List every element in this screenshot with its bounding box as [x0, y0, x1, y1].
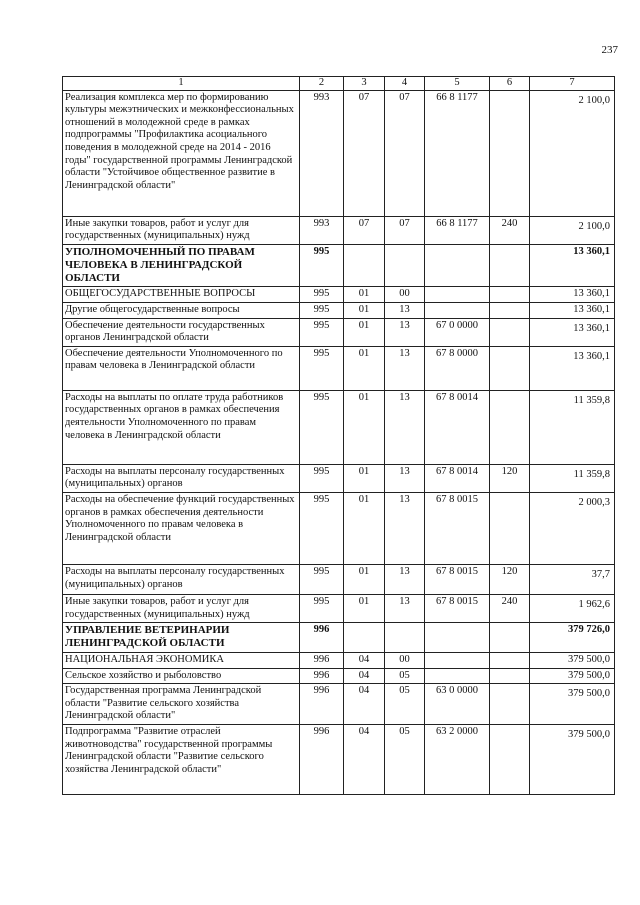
column-header: 1	[63, 77, 300, 91]
row-subsection: 13	[385, 318, 425, 346]
row-amount: 2 100,0	[530, 90, 615, 216]
column-header: 4	[385, 77, 425, 91]
row-subsection: 13	[385, 464, 425, 492]
row-section: 04	[344, 725, 385, 795]
row-grbs: 995	[300, 244, 344, 287]
row-name: НАЦИОНАЛЬНАЯ ЭКОНОМИКА	[63, 653, 300, 669]
row-section: 01	[344, 302, 385, 318]
row-target-article	[425, 287, 490, 303]
row-expense-type: 240	[490, 594, 530, 622]
column-header: 6	[490, 77, 530, 91]
row-target-article: 63 2 0000	[425, 725, 490, 795]
row-target-article	[425, 668, 490, 684]
row-grbs: 996	[300, 725, 344, 795]
row-section: 01	[344, 564, 385, 594]
row-grbs: 995	[300, 318, 344, 346]
row-expense-type	[490, 623, 530, 653]
row-expense-type	[490, 725, 530, 795]
row-section	[344, 623, 385, 653]
column-header: 3	[344, 77, 385, 91]
row-name: ОБЩЕГОСУДАРСТВЕННЫЕ ВОПРОСЫ	[63, 287, 300, 303]
row-subsection: 13	[385, 302, 425, 318]
row-target-article: 67 8 0000	[425, 346, 490, 390]
row-target-article: 63 0 0000	[425, 684, 490, 725]
row-target-article	[425, 623, 490, 653]
row-grbs: 995	[300, 346, 344, 390]
row-amount: 379 500,0	[530, 668, 615, 684]
row-target-article	[425, 653, 490, 669]
row-amount: 13 360,1	[530, 346, 615, 390]
row-target-article: 67 0 0000	[425, 318, 490, 346]
table-row	[63, 90, 615, 216]
table-row	[63, 244, 615, 287]
column-header: 7	[530, 77, 615, 91]
table-row	[63, 318, 615, 346]
row-name: Иные закупки товаров, работ и услуг для государственных (муниципальных) нужд	[63, 594, 300, 622]
row-section: 07	[344, 216, 385, 244]
column-header: 5	[425, 77, 490, 91]
row-subsection	[385, 623, 425, 653]
row-grbs: 996	[300, 684, 344, 725]
row-name: Государственная программа Ленинградской области "Развитие сельского хозяйства Ленинградской области"	[63, 684, 300, 725]
row-target-article: 67 8 0015	[425, 492, 490, 564]
row-section: 01	[344, 390, 385, 464]
row-name: Обеспечение деятельности Уполномоченного по правам человека в Ленинградской области	[63, 346, 300, 390]
row-amount: 379 500,0	[530, 653, 615, 669]
row-amount: 37,7	[530, 564, 615, 594]
table-row	[63, 216, 615, 244]
row-target-article: 66 8 1177	[425, 216, 490, 244]
row-expense-type	[490, 318, 530, 346]
row-amount: 11 359,8	[530, 390, 615, 464]
row-name: Подпрограмма "Развитие отраслей животноводства" государственной программы Ленинградской области "Развитие сельского хозяйства Ленинградской области"	[63, 725, 300, 795]
table-row	[63, 390, 615, 464]
column-header: 2	[300, 77, 344, 91]
row-name: Другие общегосударственные вопросы	[63, 302, 300, 318]
table-row	[63, 668, 615, 684]
row-subsection: 05	[385, 668, 425, 684]
row-expense-type	[490, 302, 530, 318]
row-name: Обеспечение деятельности государственных органов Ленинградской области	[63, 318, 300, 346]
table-row	[63, 564, 615, 594]
row-expense-type	[490, 90, 530, 216]
budget-table	[62, 76, 615, 795]
row-name: УПРАВЛЕНИЕ ВЕТЕРИНАРИИ ЛЕНИНГРАДСКОЙ ОБЛАСТИ	[63, 623, 300, 653]
row-grbs: 993	[300, 216, 344, 244]
row-grbs: 996	[300, 668, 344, 684]
row-target-article: 66 8 1177	[425, 90, 490, 216]
row-subsection: 13	[385, 492, 425, 564]
row-subsection	[385, 244, 425, 287]
row-section: 04	[344, 668, 385, 684]
row-name: Иные закупки товаров, работ и услуг для государственных (муниципальных) нужд	[63, 216, 300, 244]
row-section	[344, 244, 385, 287]
row-subsection: 00	[385, 287, 425, 303]
row-section: 01	[344, 346, 385, 390]
row-amount: 13 360,1	[530, 318, 615, 346]
row-section: 01	[344, 594, 385, 622]
row-grbs: 995	[300, 390, 344, 464]
row-name: УПОЛНОМОЧЕННЫЙ ПО ПРАВАМ ЧЕЛОВЕКА В ЛЕНИНГРАДСКОЙ ОБЛАСТИ	[63, 244, 300, 287]
row-target-article: 67 8 0015	[425, 564, 490, 594]
row-subsection: 13	[385, 594, 425, 622]
table-row	[63, 492, 615, 564]
row-section: 01	[344, 318, 385, 346]
row-name: Расходы на обеспечение функций государственных органов в рамках обеспечения деятельности Уполномоченного по правам человека в Ленинградской области	[63, 492, 300, 564]
row-name: Расходы на выплаты по оплате труда работников государственных органов в рамках обеспечения деятельности Уполномоченного по правам человека в Ленинградской области	[63, 390, 300, 464]
row-grbs: 995	[300, 464, 344, 492]
row-expense-type	[490, 668, 530, 684]
page-number: 237	[601, 44, 618, 56]
row-expense-type	[490, 684, 530, 725]
row-name: Расходы на выплаты персоналу государственных (муниципальных) органов	[63, 564, 300, 594]
row-section: 04	[344, 653, 385, 669]
row-grbs: 993	[300, 90, 344, 216]
row-name: Сельское хозяйство и рыболовство	[63, 668, 300, 684]
row-target-article	[425, 302, 490, 318]
table-row	[63, 287, 615, 303]
row-amount: 379 500,0	[530, 725, 615, 795]
row-target-article: 67 8 0014	[425, 390, 490, 464]
row-expense-type: 240	[490, 216, 530, 244]
row-section: 01	[344, 287, 385, 303]
row-expense-type	[490, 244, 530, 287]
row-amount: 11 359,8	[530, 464, 615, 492]
row-grbs: 995	[300, 302, 344, 318]
row-amount: 13 360,1	[530, 302, 615, 318]
row-amount: 13 360,1	[530, 287, 615, 303]
table-row	[63, 594, 615, 622]
row-grbs: 995	[300, 287, 344, 303]
row-amount: 13 360,1	[530, 244, 615, 287]
row-expense-type: 120	[490, 464, 530, 492]
row-subsection: 13	[385, 346, 425, 390]
row-target-article: 67 8 0014	[425, 464, 490, 492]
table-row	[63, 623, 615, 653]
table-row	[63, 346, 615, 390]
row-grbs: 995	[300, 564, 344, 594]
row-subsection: 05	[385, 684, 425, 725]
row-subsection: 00	[385, 653, 425, 669]
row-expense-type	[490, 346, 530, 390]
row-expense-type	[490, 390, 530, 464]
row-target-article: 67 8 0015	[425, 594, 490, 622]
table-row	[63, 653, 615, 669]
table-row	[63, 725, 615, 795]
row-subsection: 13	[385, 390, 425, 464]
row-grbs: 995	[300, 492, 344, 564]
row-subsection: 05	[385, 725, 425, 795]
table-row	[63, 684, 615, 725]
row-section: 01	[344, 464, 385, 492]
row-section: 01	[344, 492, 385, 564]
row-section: 07	[344, 90, 385, 216]
row-subsection: 13	[385, 564, 425, 594]
row-grbs: 996	[300, 653, 344, 669]
row-grbs: 996	[300, 623, 344, 653]
row-amount: 2 100,0	[530, 216, 615, 244]
row-grbs: 995	[300, 594, 344, 622]
row-amount: 1 962,6	[530, 594, 615, 622]
row-section: 04	[344, 684, 385, 725]
row-amount: 379 726,0	[530, 623, 615, 653]
row-expense-type	[490, 492, 530, 564]
row-subsection: 07	[385, 216, 425, 244]
row-name: Реализация комплекса мер по формированию культуры межэтнических и межконфессиональных отношений в молодежной среде в рамках подпрограммы "Профилактика асоциального поведения в молодежной среде на 2014 - 2016 годы" государственной программы Ленинградской области "Устойчивое общественное развитие в Ленинградской области"	[63, 90, 300, 216]
row-expense-type	[490, 287, 530, 303]
row-amount: 2 000,3	[530, 492, 615, 564]
table-header-row	[63, 77, 615, 91]
row-name: Расходы на выплаты персоналу государственных (муниципальных) органов	[63, 464, 300, 492]
table-row	[63, 302, 615, 318]
row-expense-type	[490, 653, 530, 669]
row-amount: 379 500,0	[530, 684, 615, 725]
row-expense-type: 120	[490, 564, 530, 594]
row-target-article	[425, 244, 490, 287]
row-subsection: 07	[385, 90, 425, 216]
table-row	[63, 464, 615, 492]
